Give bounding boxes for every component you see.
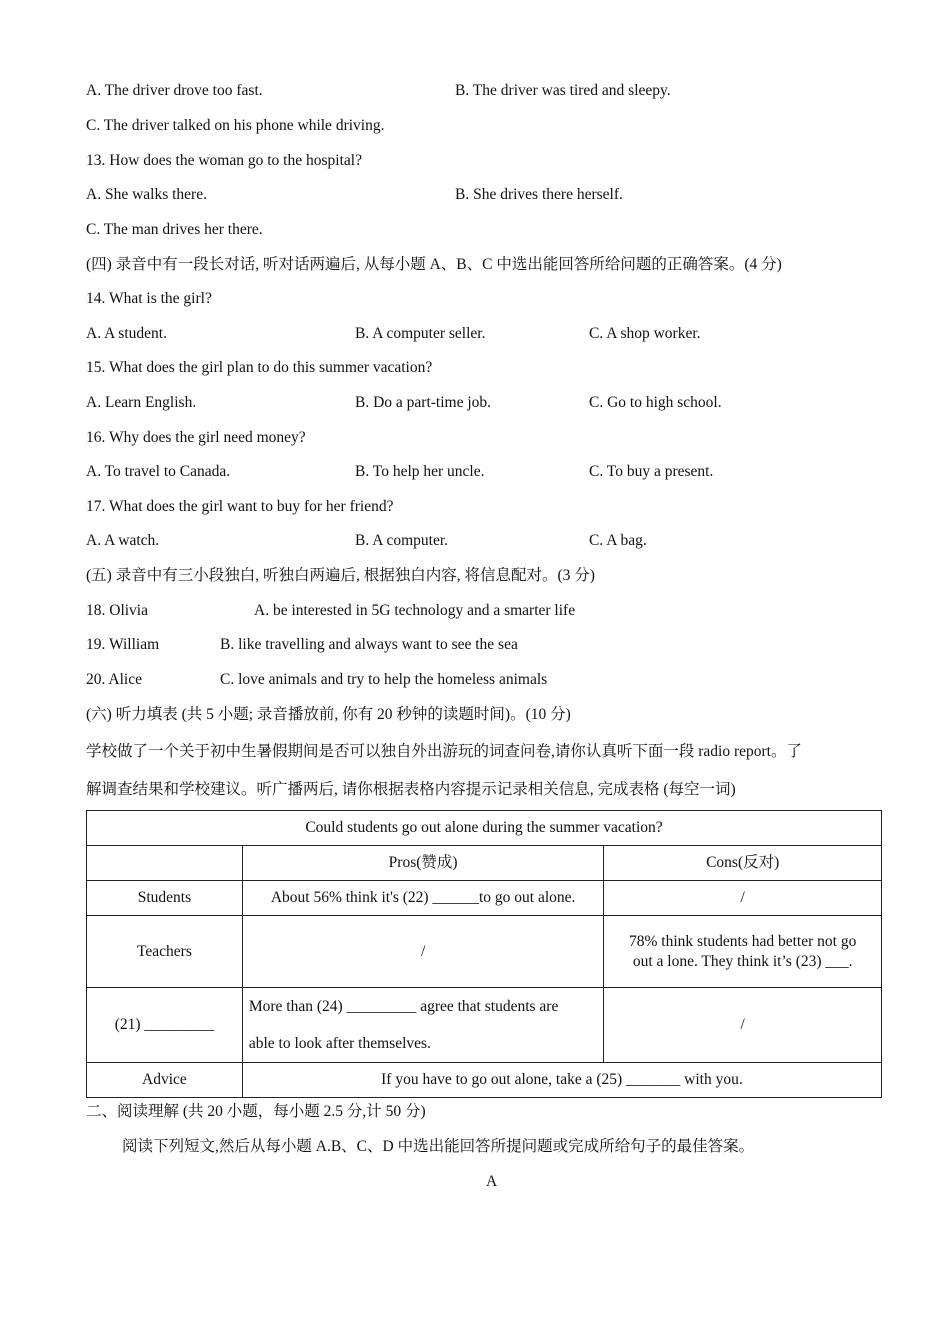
table-row-teachers — [87, 916, 882, 988]
q15-question: 15. What does the girl plan to do this summer vacation? — [86, 359, 433, 376]
row21-pros-line1: More than (24) _________ agree that students are — [248, 998, 559, 1015]
teachers-cons — [604, 916, 882, 988]
section5-instruction: (五) 录音中有三小段独白, 听独白两遍后, 根据独白内容, 将信息配对。(3 分) — [86, 567, 595, 584]
row21-cons: / — [604, 988, 882, 1063]
students-pros: About 56% think it's (22) ______to go out alone. — [242, 881, 604, 916]
table-row-21 — [87, 988, 882, 1063]
teachers-label: Teachers — [87, 916, 243, 988]
part2-instruction: 阅读下列短文,然后从每小题 A.B、C、D 中选出能回答所提问题或完成所给句子的最佳答案。 — [122, 1138, 755, 1155]
survey-table — [86, 810, 882, 1098]
advice-label: Advice — [87, 1063, 243, 1098]
q14-option-c: C. A shop worker. — [589, 325, 701, 342]
row21-pros — [242, 988, 604, 1063]
q14-question: 14. What is the girl? — [86, 290, 212, 307]
match-option-b: B. like travelling and always want to see the sea — [220, 636, 518, 653]
section6-intro-line1: 学校做了一个关于初中生暑假期间是否可以独自外出游玩的词查问卷,请你认真听下面一段 radio report。了 — [86, 743, 802, 760]
q13-question: 13. How does the woman go to the hospital? — [86, 152, 362, 169]
table-title: Could students go out alone during the summer vacation? — [87, 811, 882, 846]
q13-option-b: B. She drives there herself. — [455, 186, 623, 203]
passage-label: A — [486, 1173, 498, 1190]
q17-question: 17. What does the girl want to buy for her friend? — [86, 498, 394, 515]
table-header-row — [87, 846, 882, 881]
table-title-row — [87, 811, 882, 846]
table-header-empty — [87, 846, 243, 881]
q12-option-a: A. The driver drove too fast. — [86, 82, 263, 99]
q13-option-a: A. She walks there. — [86, 186, 207, 203]
teachers-cons-line2: out a lone. They think it’s (23) ___. — [632, 952, 853, 970]
q13-option-c: C. The man drives her there. — [86, 221, 263, 238]
match-name-19: 19. William — [86, 636, 160, 653]
teachers-cons-line1: 78% think students had better not go — [629, 932, 857, 950]
q15-option-b: B. Do a part-time job. — [355, 394, 492, 411]
section4-instruction: (四) 录音中有一段长对话, 听对话两遍后, 从每小题 A、B、C 中选出能回答所给问题的正确答案。(4 分) — [86, 256, 782, 273]
students-label: Students — [87, 881, 243, 916]
q16-question: 16. Why does the girl need money? — [86, 429, 306, 446]
q16-option-b: B. To help her uncle. — [355, 463, 485, 480]
section6-instruction: (六) 听力填表 (共 5 小题; 录音播放前, 你有 20 秒钟的读题时间)。(10 分) — [86, 706, 571, 723]
match-option-c: C. love animals and try to help the homeless animals — [220, 671, 548, 688]
q17-option-b: B. A computer. — [355, 532, 448, 549]
teachers-pros: / — [242, 916, 604, 988]
table-row-students — [87, 881, 882, 916]
row21-pros-line2: able to look after themselves. — [248, 1035, 431, 1052]
q17-option-a: A. A watch. — [86, 532, 160, 549]
students-cons: / — [604, 881, 882, 916]
match-name-18: 18. Olivia — [86, 602, 148, 619]
table-row-advice — [87, 1063, 882, 1098]
q12-option-c: C. The driver talked on his phone while driving. — [86, 117, 385, 134]
q16-option-c: C. To buy a present. — [589, 463, 714, 480]
pros-header: Pros(赞成) — [242, 846, 604, 881]
q14-option-a: A. A student. — [86, 325, 167, 342]
q14-option-b: B. A computer seller. — [355, 325, 486, 342]
q15-option-a: A. Learn English. — [86, 394, 197, 411]
section6-intro-line2: 解调查结果和学校建议。听广播两后, 请你根据表格内容提示记录相关信息, 完成表格 (每空一词) — [86, 781, 736, 798]
q15-option-c: C. Go to high school. — [589, 394, 722, 411]
match-option-a: A. be interested in 5G technology and a smarter life — [254, 602, 576, 619]
part2-heading: 二、阅读理解 (共 20 小题，每小题 2.5 分,计 50 分) — [86, 1103, 426, 1120]
q16-option-a: A. To travel to Canada. — [86, 463, 231, 480]
q17-option-c: C. A bag. — [589, 532, 647, 549]
match-name-20: 20. Alice — [86, 671, 142, 688]
advice-text: If you have to go out alone, take a (25) _______ with you. — [242, 1063, 881, 1098]
row21-label: (21) _________ — [87, 988, 243, 1063]
cons-header: Cons(反对) — [604, 846, 882, 881]
q12-option-b: B. The driver was tired and sleepy. — [455, 82, 671, 99]
